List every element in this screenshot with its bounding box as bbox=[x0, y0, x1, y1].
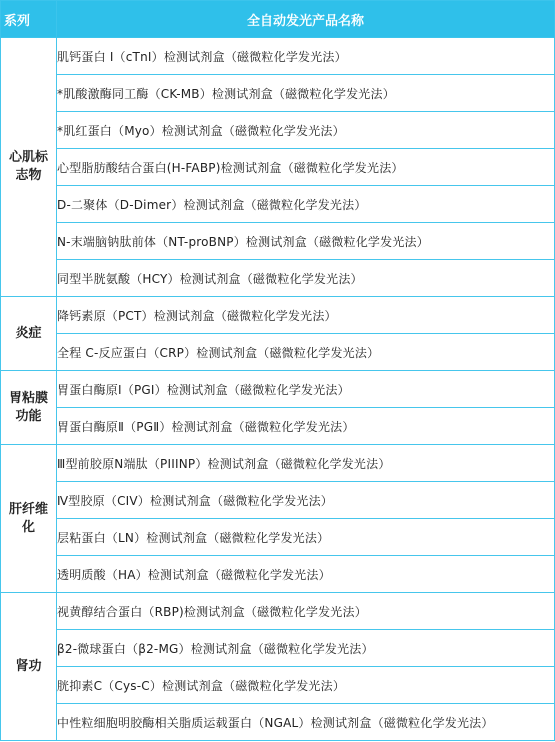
table-row bbox=[1, 556, 555, 593]
table-row bbox=[1, 75, 555, 112]
table-row bbox=[1, 38, 555, 75]
table-row bbox=[1, 260, 555, 297]
product-name-text: 肌钙蛋白 I（cTnI）检测试剂盒（磁微粒化学发光法） bbox=[57, 49, 347, 64]
table-row bbox=[1, 149, 555, 186]
product-name-cell bbox=[57, 297, 555, 334]
product-name-cell bbox=[57, 704, 555, 741]
product-name-cell bbox=[57, 667, 555, 704]
table-row bbox=[1, 186, 555, 223]
category-cell: 肾功 bbox=[1, 593, 57, 741]
product-name-text: *肌红蛋白（Myo）检测试剂盒（磁微粒化学发光法） bbox=[57, 123, 345, 138]
table-row bbox=[1, 297, 555, 334]
table-row bbox=[1, 667, 555, 704]
table-row bbox=[1, 371, 555, 408]
product-name-cell bbox=[57, 112, 555, 149]
product-name-text: β2-微球蛋白（β2-MG）检测试剂盒（磁微粒化学发光法） bbox=[57, 641, 374, 656]
product-name-text: Ⅲ型前胶原N端肽（PIIINP）检测试剂盒（磁微粒化学发光法） bbox=[57, 456, 391, 471]
product-name-cell bbox=[57, 38, 555, 75]
product-name-text: 胃蛋白酶原Ⅱ（PGⅡ）检测试剂盒（磁微粒化学发光法） bbox=[57, 419, 355, 434]
product-name-text: 降钙素原（PCT）检测试剂盒（磁微粒化学发光法） bbox=[57, 308, 337, 323]
table-row bbox=[1, 445, 555, 482]
product-name-cell bbox=[57, 186, 555, 223]
product-name-cell bbox=[57, 445, 555, 482]
product-name-text: 全程 C-反应蛋白（CRP）检测试剂盒（磁微粒化学发光法） bbox=[57, 345, 380, 360]
product-name-cell bbox=[57, 408, 555, 445]
product-name-cell bbox=[57, 556, 555, 593]
product-name-cell bbox=[57, 593, 555, 630]
table-row bbox=[1, 630, 555, 667]
category-cell: 胃粘膜 功能 bbox=[1, 371, 57, 445]
product-name-cell bbox=[57, 519, 555, 556]
category-column-header: 系列 bbox=[1, 1, 57, 38]
product-name-text: D-二聚体（D-Dimer）检测试剂盒（磁微粒化学发光法） bbox=[57, 197, 367, 212]
product-name-cell bbox=[57, 223, 555, 260]
table-row bbox=[1, 519, 555, 556]
category-cell: 肝纤维 化 bbox=[1, 445, 57, 593]
table-row bbox=[1, 593, 555, 630]
product-name-text: N-末端脑钠肽前体（NT-proBNP）检测试剂盒（磁微粒化学发光法） bbox=[57, 234, 429, 249]
category-cell: 炎症 bbox=[1, 297, 57, 371]
product-name-text: 胃蛋白酶原Ⅰ（PGⅠ）检测试剂盒（磁微粒化学发光法） bbox=[57, 382, 350, 397]
product-name-text: Ⅳ型胶原（CIV）检测试剂盒（磁微粒化学发光法） bbox=[57, 493, 334, 508]
product-name-cell bbox=[57, 334, 555, 371]
product-name-cell bbox=[57, 75, 555, 112]
product-name-cell bbox=[57, 149, 555, 186]
table-body bbox=[1, 38, 555, 741]
product-name-text: 透明质酸（HA）检测试剂盒（磁微粒化学发光法） bbox=[57, 567, 331, 582]
table-header-row bbox=[1, 1, 555, 38]
table-row bbox=[1, 482, 555, 519]
product-name-text: 心型脂肪酸结合蛋白(H-FABP)检测试剂盒（磁微粒化学发光法） bbox=[57, 160, 404, 175]
product-name-column-header: 全自动发光产品名称 bbox=[57, 1, 555, 38]
table-row bbox=[1, 408, 555, 445]
product-name-cell bbox=[57, 371, 555, 408]
table-row bbox=[1, 112, 555, 149]
product-name-text: 视黄醇结合蛋白（RBP)检测试剂盒（磁微粒化学发光法） bbox=[57, 604, 367, 619]
product-name-cell bbox=[57, 630, 555, 667]
product-name-text: 层粘蛋白（LN）检测试剂盒（磁微粒化学发光法） bbox=[57, 530, 330, 545]
product-name-text: 中性粒细胞明胶酶相关脂质运载蛋白（NGAL）检测试剂盒（磁微粒化学发光法） bbox=[57, 715, 494, 730]
product-name-text: 同型半胱氨酸（HCY）检测试剂盒（磁微粒化学发光法） bbox=[57, 271, 363, 286]
category-cell: 心肌标 志物 bbox=[1, 38, 57, 297]
product-name-text: *肌酸激酶同工酶（CK-MB）检测试剂盒（磁微粒化学发光法） bbox=[57, 86, 395, 101]
table-row bbox=[1, 334, 555, 371]
product-name-cell bbox=[57, 482, 555, 519]
product-name-text: 胱抑素C（Cys-C）检测试剂盒（磁微粒化学发光法） bbox=[57, 678, 346, 693]
table-row bbox=[1, 223, 555, 260]
table-row bbox=[1, 704, 555, 741]
product-name-cell bbox=[57, 260, 555, 297]
